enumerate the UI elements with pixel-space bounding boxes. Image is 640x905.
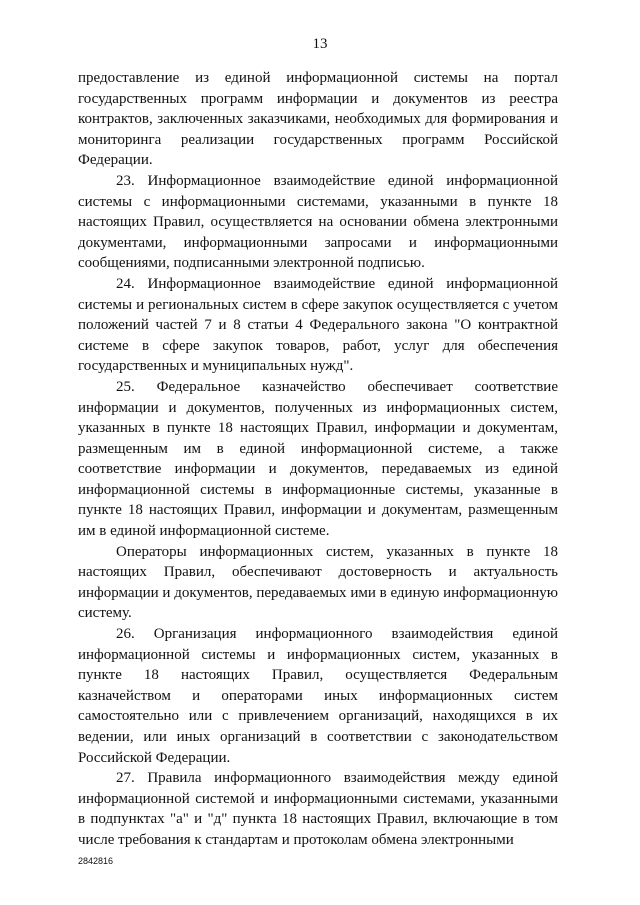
paragraph-25: 25. Федеральное казначейство обеспечивает соответствие информации и документов, полученных из информационных систем, указанных в пункте 18 настоящих Правил, информации и документам, размещенным им в единой информационной системе, а также соответствие информации и документов, передаваемых из единой информационной системы в информационные системы, указанные в пункте 18 настоящих Правил, информации и документам, размещенным им в единой информационной системе. [78,378,558,540]
paragraph-25-operators: Операторы информационных систем, указанных в пункте 18 настоящих Правил, обеспечивают достоверность и актуальность информации и документов, передаваемых ими в единую информационную систему. [78,543,558,622]
document-body [78,68,558,851]
paragraph-27: 27. Правила информационного взаимодействия между единой информационной системой и информационными системами, указанными в подпунктах "а" и "д" пункта 18 настоящих Правил, включающие в том числе требования к стандартам и протоколам обмена электронными [78,770,558,848]
paragraph-24: 24. Информационное взаимодействие единой информационной системы и региональных систем в сфере закупок осуществляется с учетом положений частей 7 и 8 статьи 4 Федерального закона "О контрактной системе в сфере закупок товаров, работ, услуг для обеспечения государственных и муниципальных нужд". [78,275,558,375]
page-number: 13 [312,36,328,52]
document-code: 2842816 [78,856,114,866]
paragraph-23: 23. Информационное взаимодействие единой информационной системы с информационными системами, указанными в пункте 18 настоящих Правил, осуществляется на основании обмена электронными документами, информационными запросами и информационными сообщениями, подписанными электронной подписью. [78,172,558,272]
paragraph-continuation: предоставление из единой информационной системы на портал государственных программ информации и документов из реестра контрактов, заключенных заказчиками, необходимых для формирования и мониторинга реализации государственных программ Российской Федерации. [78,70,558,169]
paragraph-26: 26. Организация информационного взаимодействия единой информационной системы и информационных систем, указанных в пункте 18 настоящих Правил, осуществляется Федеральным казначейством и операторами иных информационных систем самостоятельно или с привлечением организаций, находящихся в их ведении, или иных организаций в соответствии с законодательством Российской Федерации. [78,626,558,766]
